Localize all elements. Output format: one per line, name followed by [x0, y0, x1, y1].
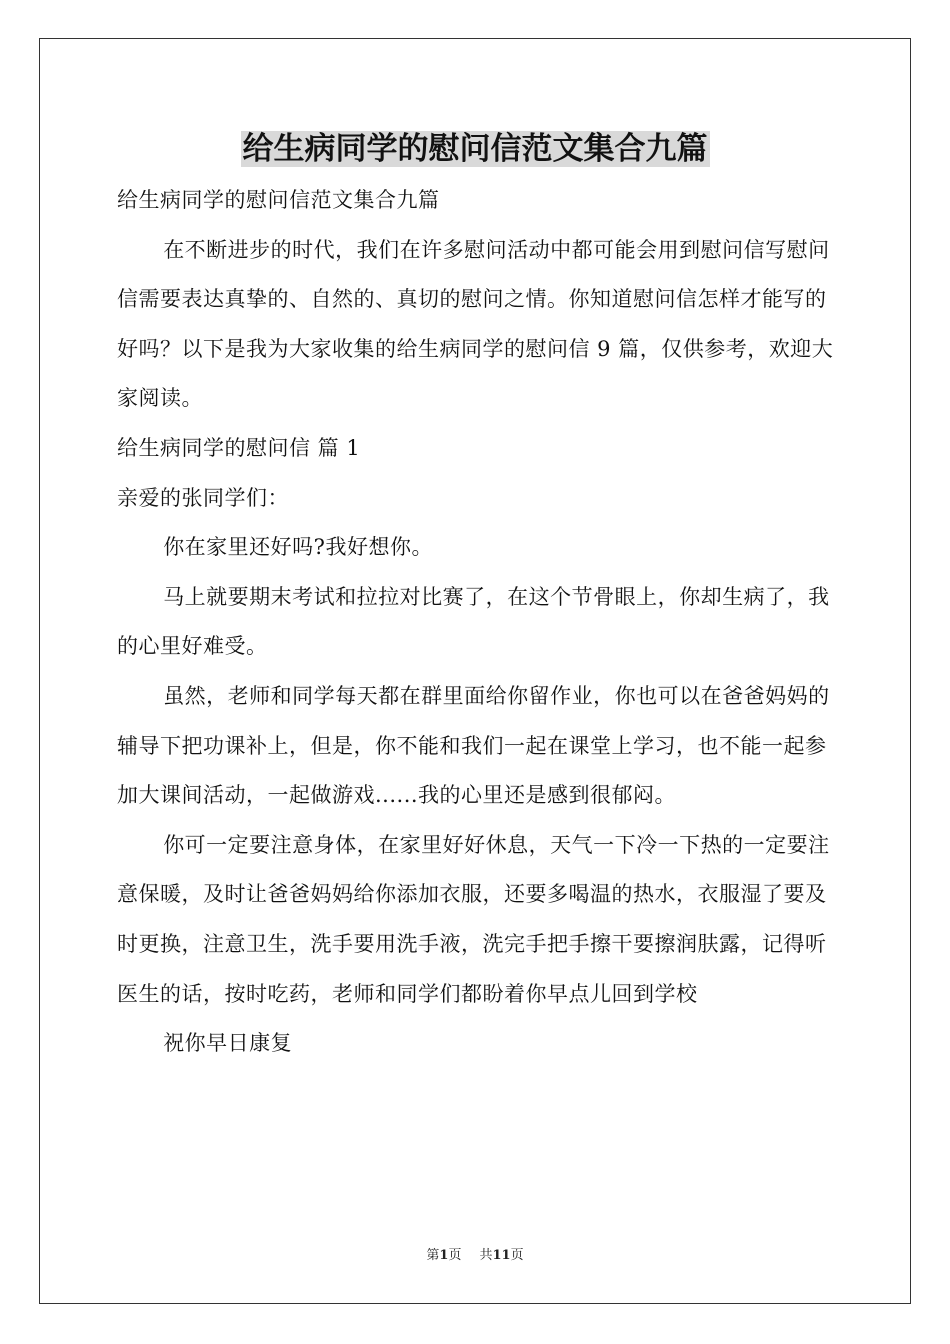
paragraph: 马上就要期末考试和拉拉对比赛了，在这个节骨眼上，你却生病了，我的心里好难受。	[117, 584, 830, 659]
document-title	[0, 127, 950, 171]
document-body	[117, 176, 837, 1069]
paragraph: 虽然，老师和同学每天都在群里面给你留作业，你也可以在爸爸妈妈的辅导下把功课补上，但是，你不能和我们一起在课堂上学习，也不能一起参加大课间活动，一起做游戏......我的心里还是感到很郁闷。	[117, 683, 830, 808]
paragraph: 你在家里还好吗?我好想你。	[163, 535, 433, 560]
document-title-text: 给生病同学的慰问信范文集合九篇	[242, 131, 708, 167]
paragraph-intro: 在不断进步的时代，我们在许多慰问活动中都可能会用到慰问信写慰问信需要表达真挚的、自然的、真切的慰问之情。你知道慰问信怎样才能写的好吗？以下是我为大家收集的给生病同学的慰问信 9 篇，仅供参考，欢迎大家阅读。	[117, 237, 834, 411]
total-prefix: 共	[479, 1248, 493, 1263]
total-suffix: 页	[510, 1248, 524, 1263]
section-heading-1: 给生病同学的慰问信 篇 1	[117, 435, 361, 460]
paragraph: 你可一定要注意身体，在家里好好休息，天气一下冷一下热的一定要注意保暖，及时让爸爸妈妈给你添加衣服，还要多喝温的热水，衣服湿了要及时更换，注意卫生，洗手要用洗手液，洗完手把手擦干要擦润肤露，记得听医生的话，按时吃药，老师和同学们都盼着你早点儿回到学校	[117, 832, 830, 1006]
page-total: 11	[492, 1248, 511, 1263]
letter-closing: 祝你早日康复	[163, 1031, 293, 1056]
letter-salutation: 亲爱的张同学们：	[117, 485, 289, 510]
paragraph-subtitle: 给生病同学的慰问信范文集合九篇	[117, 188, 440, 212]
page-prefix: 第	[426, 1248, 440, 1263]
page-footer	[0, 1247, 950, 1265]
page-current: 1	[439, 1248, 449, 1263]
page-suffix: 页	[448, 1248, 462, 1263]
